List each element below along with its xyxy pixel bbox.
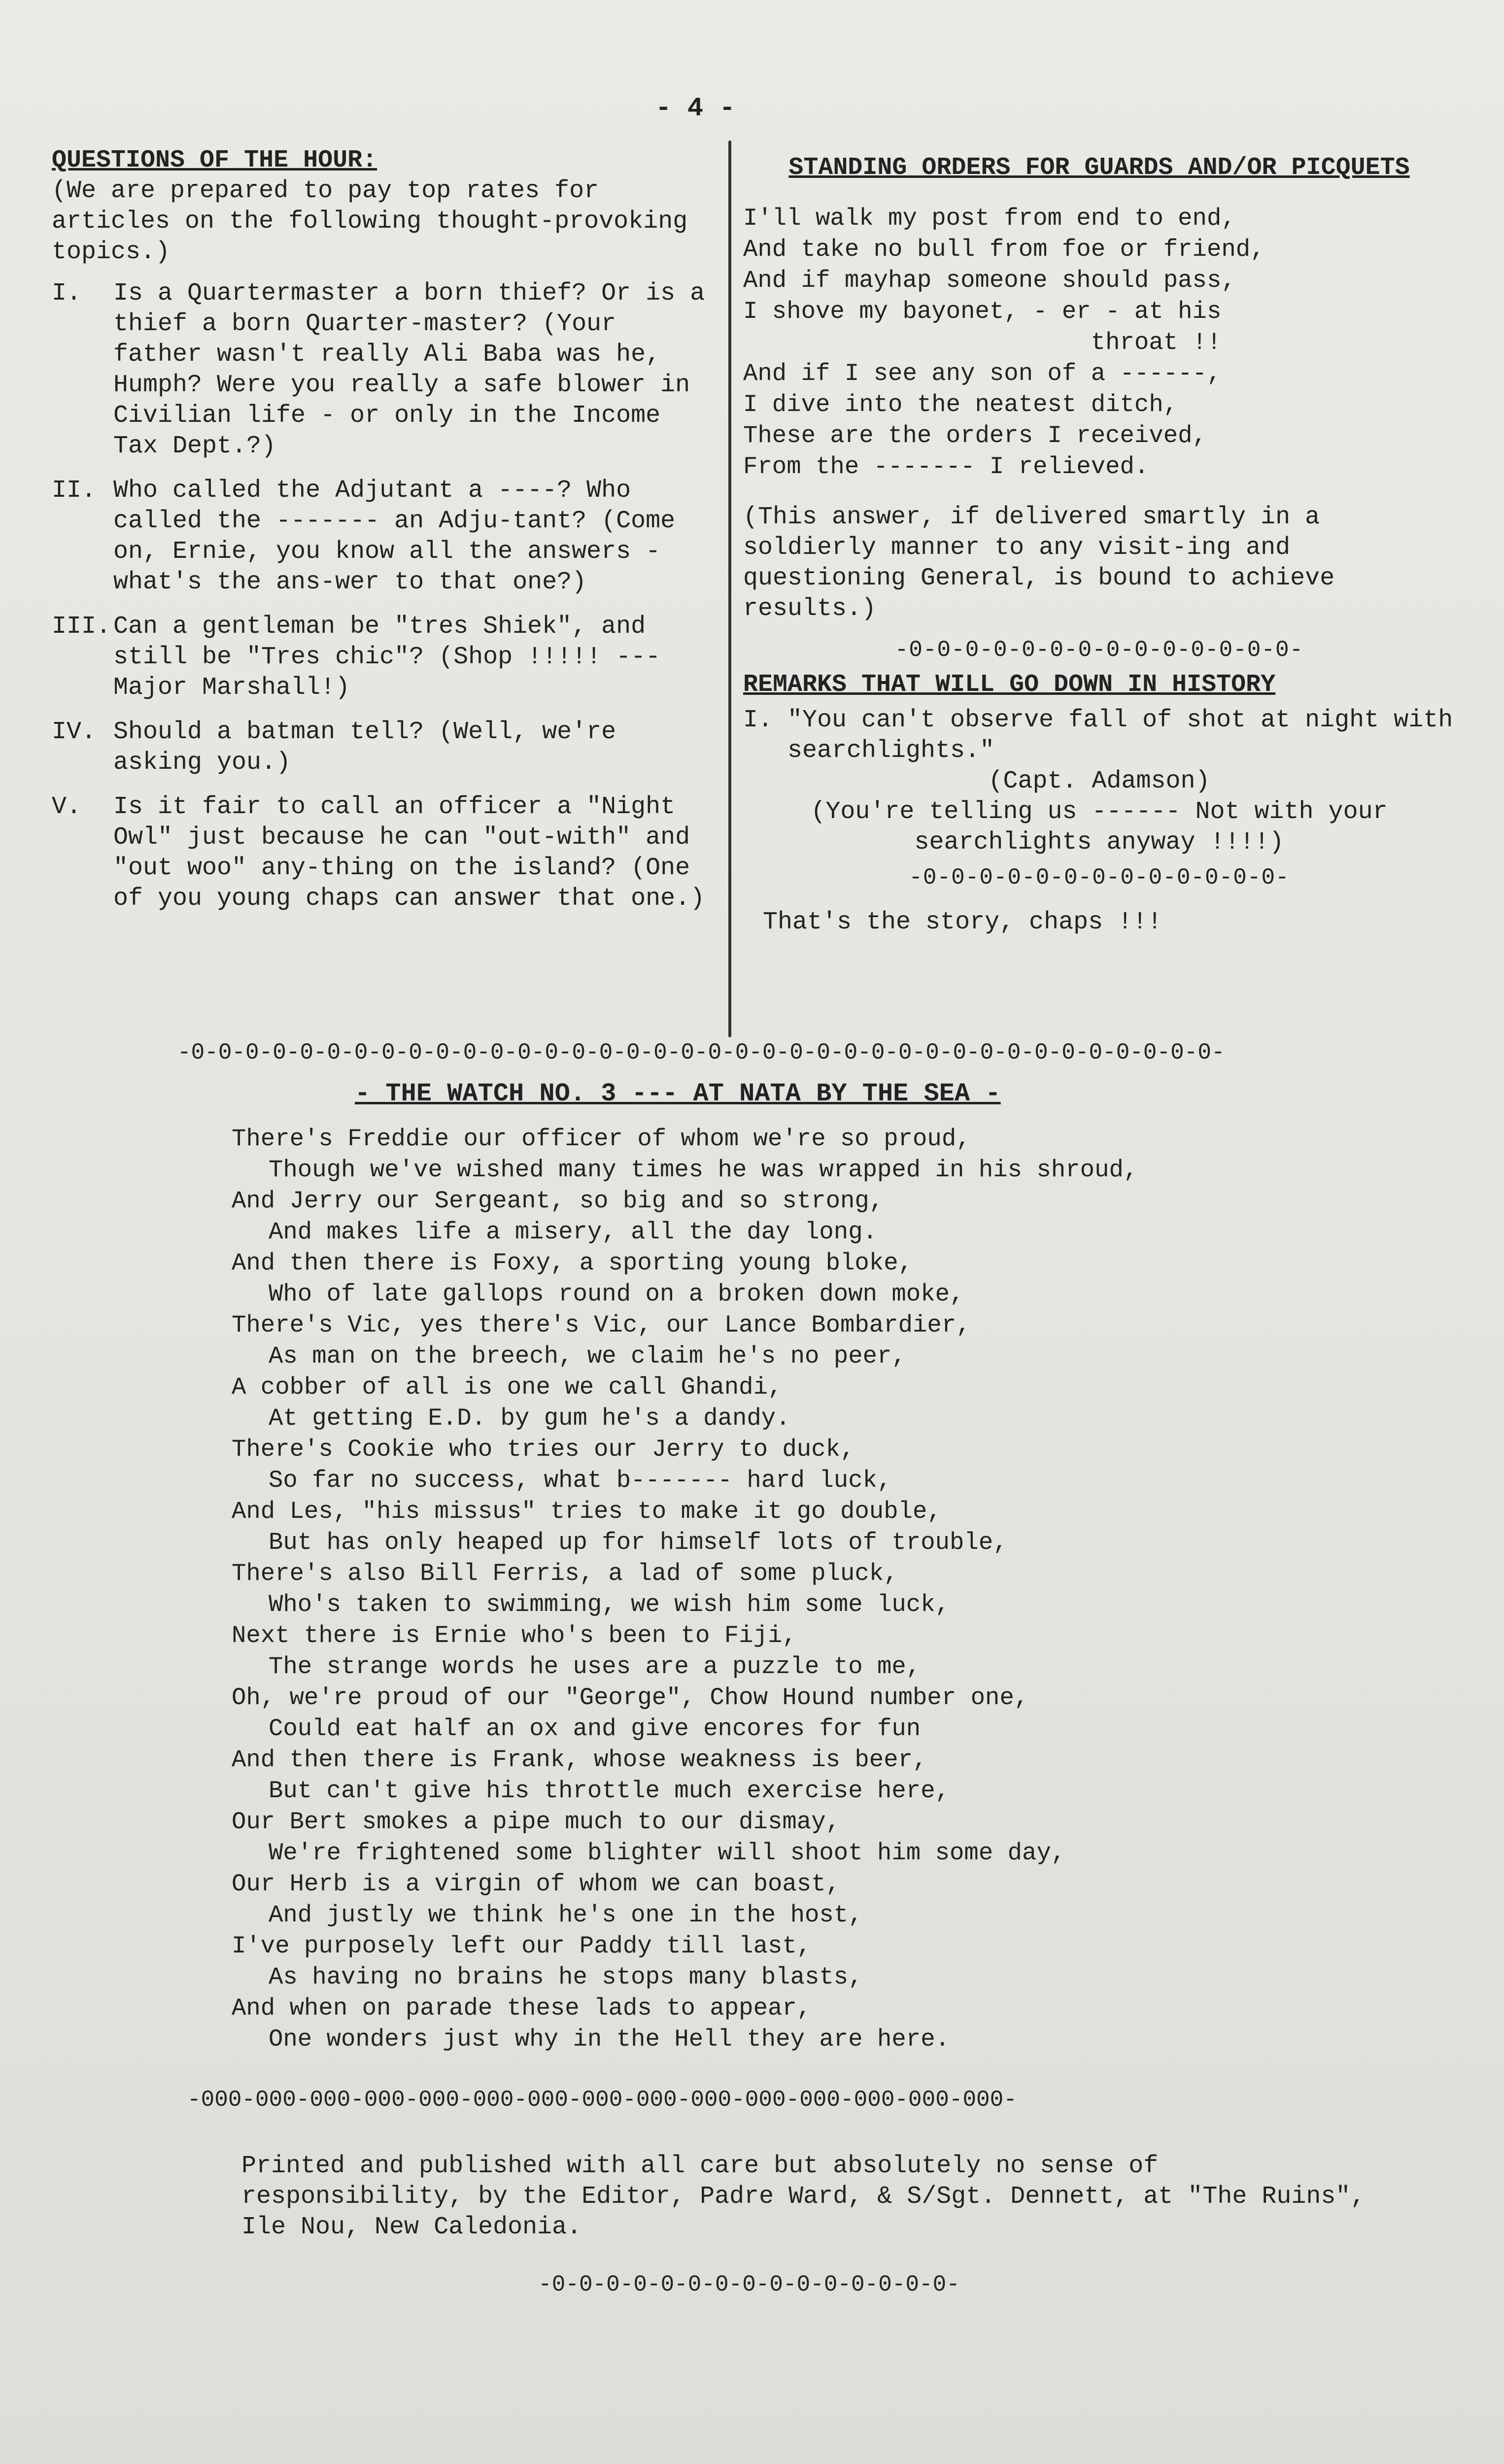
poem-line: And justly we think he's one in the host,: [269, 1901, 863, 1929]
orders-column: [743, 153, 1468, 949]
ooo-separator: -000-000-000-000-000-000-000-000-000-000-000-000-000-000-000-: [187, 2087, 1017, 2113]
questions-heading: QUESTIONS OF THE HOUR:: [52, 146, 377, 174]
question-item: [52, 717, 712, 778]
verse-line: And take no bull from foe or friend,: [743, 236, 1265, 263]
remark-item: [743, 705, 1468, 766]
poem-line: The strange words he uses are a puzzle to me,: [269, 1653, 921, 1680]
poem-line: But can't give his throttle much exercise here,: [269, 1777, 950, 1805]
poem-line: But has only heaped up for himself lots of trouble,: [269, 1529, 1008, 1556]
poem-line: Next there is Ernie who's been to Fiji,: [232, 1622, 797, 1649]
full-width-separator: -0-0-0-0-0-0-0-0-0-0-0-0-0-0-0-0-0-0-0-0-0-0-0-0-0-0-0-0-0-0-0-0-0-0-0-0-0-0-: [177, 1040, 1225, 1065]
poem-line: Could eat half an ox and give encores for fun: [269, 1715, 921, 1743]
poem-line: Our Bert smokes a pipe much to our dismay,: [232, 1808, 841, 1836]
question-text: Can a gentleman be "tres Shiek", and still be "Tres chic"? (Shop !!!!! --- Major Marshall!): [113, 613, 676, 702]
question-item: [52, 792, 712, 914]
closing-line: That's the story, chaps !!!: [763, 908, 1162, 936]
poem-line: There's Freddie our officer of whom we're so proud,: [232, 1125, 971, 1153]
section-separator: -0-0-0-0-0-0-0-0-0-0-0-0-0-: [909, 865, 1290, 890]
question-number: V.: [52, 793, 82, 821]
question-number: III.: [52, 613, 111, 641]
verse-line: These are the orders I received,: [743, 422, 1207, 449]
poem-line: One wonders just why in the Hell they are here.: [269, 2025, 950, 2053]
poem-line: Though we've wished many times he was wrapped in his shroud,: [269, 1156, 1138, 1184]
poem-line: As man on the breech, we claim he's no peer,: [269, 1342, 906, 1370]
remark-reply: (You're telling us ------ Not with your searchlights anyway !!!!): [811, 798, 1402, 856]
poem-line: Who of late gallops round on a broken down moke,: [269, 1280, 964, 1308]
verse-line: I dive into the neatest ditch,: [743, 391, 1178, 418]
verse-line: And if I see any son of a ------,: [743, 360, 1222, 387]
poem-line: Who's taken to swimming, we wish him some luck,: [269, 1591, 950, 1618]
question-number: I.: [52, 279, 82, 308]
poem-line: And when on parade these lads to appear,: [232, 1994, 812, 2022]
verse-line: I'll walk my post from end to end,: [743, 205, 1236, 232]
poem-line: There's Vic, yes there's Vic, our Lance Bombardier,: [232, 1311, 971, 1339]
column-divider: [728, 140, 731, 1037]
question-number: IV.: [52, 718, 97, 746]
poem-line: And Les, "his missus" tries to make it go double,: [232, 1498, 942, 1525]
poem-line: There's also Bill Ferris, a lad of some pluck,: [232, 1560, 898, 1587]
poem-line: At getting E.D. by gum he's a dandy.: [269, 1404, 790, 1432]
poem-line: And Jerry our Sergeant, so big and so strong,: [232, 1187, 884, 1215]
publication-footer: Printed and published with all care but absolutely no sense of responsibility, by the Editor, Padre Ward, & S/Sgt. Dennett, at "The Ruins", Ile Nou, New Caledonia.: [241, 2152, 1380, 2241]
poem-line: And then there is Foxy, a sporting young bloke,: [232, 1249, 913, 1277]
poem-line: We're frightened some blighter will shoot him some day,: [269, 1839, 1066, 1867]
page-number: - 4 -: [655, 94, 736, 124]
question-number: II.: [52, 477, 97, 505]
remark-number: I.: [743, 706, 773, 734]
poem-line: Our Herb is a virgin of whom we can boast,: [232, 1870, 841, 1898]
remark-quote: "You can't observe fall of shot at night with searchlights.": [787, 706, 1468, 765]
question-item: [52, 476, 712, 598]
verse-line: From the ------- I relieved.: [743, 453, 1149, 480]
end-separator: -0-0-0-0-0-0-0-0-0-0-0-0-0-0-0-: [538, 2272, 960, 2297]
poem-line: There's Cookie who tries our Jerry to duck,: [232, 1436, 855, 1463]
verse-line: And if mayhap someone should pass,: [743, 267, 1236, 294]
question-text: Who called the Adjutant a ----? Who called the ------- an Adju-tant? (Come on, Ernie, you know all the answers - what's the ans-wer to that one?): [113, 477, 690, 596]
poem-line: As having no brains he stops many blasts,: [269, 1963, 863, 1991]
question-item: [52, 612, 712, 703]
poem-line: Oh, we're proud of our "George", Chow Hound number one,: [232, 1684, 1029, 1711]
questions-column: [52, 145, 720, 928]
orders-heading: STANDING ORDERS FOR GUARDS AND/OR PICQUETS: [788, 154, 1410, 182]
question-item: [52, 278, 720, 462]
poem-line: A cobber of all is one we call Ghandi,: [232, 1373, 783, 1401]
question-text: Is it fair to call an officer a "Night Owl" just because he can "out-with" and "out woo" any-thing on the island? (One of you young chaps can answer that one.): [113, 793, 705, 913]
questions-intro: (We are prepared to pay top rates for articles on the following thought-provoking topics.): [52, 177, 703, 266]
question-text: Should a batman tell? (Well, we're asking you.): [113, 718, 631, 777]
verse-line: I shove my bayonet, - er - at his: [743, 298, 1222, 325]
remark-attribution: (Capt. Adamson): [988, 767, 1210, 795]
poem-line: I've purposely left our Paddy till last,: [232, 1932, 812, 1960]
poem-body: [232, 1124, 1390, 2055]
section-separator: -0-0-0-0-0-0-0-0-0-0-0-0-0-0-: [894, 637, 1304, 663]
orders-note: (This answer, if delivered smartly in a soldierly manner to any visit-ing and questioning General, is bound to achieve results.): [743, 503, 1350, 623]
poem-title: - THE WATCH NO. 3 --- AT NATA BY THE SEA -: [355, 1079, 1001, 1108]
question-text: Is a Quartermaster a born thief? Or is a thief a born Quarter-master? (Your father wasn't really Ali Baba was he, Humph? Were you really a safe blower in Civilian life - or only in the Income Tax Dept.?): [113, 279, 720, 460]
poem-line: So far no success, what b------- hard luck,: [269, 1467, 892, 1494]
poem-line: And makes life a misery, all the day long.: [269, 1218, 878, 1246]
remarks-heading: REMARKS THAT WILL GO DOWN IN HISTORY: [743, 671, 1276, 699]
poem-line: And then there is Frank, whose weakness is beer,: [232, 1746, 927, 1774]
verse-line: throat !!: [743, 329, 1222, 356]
